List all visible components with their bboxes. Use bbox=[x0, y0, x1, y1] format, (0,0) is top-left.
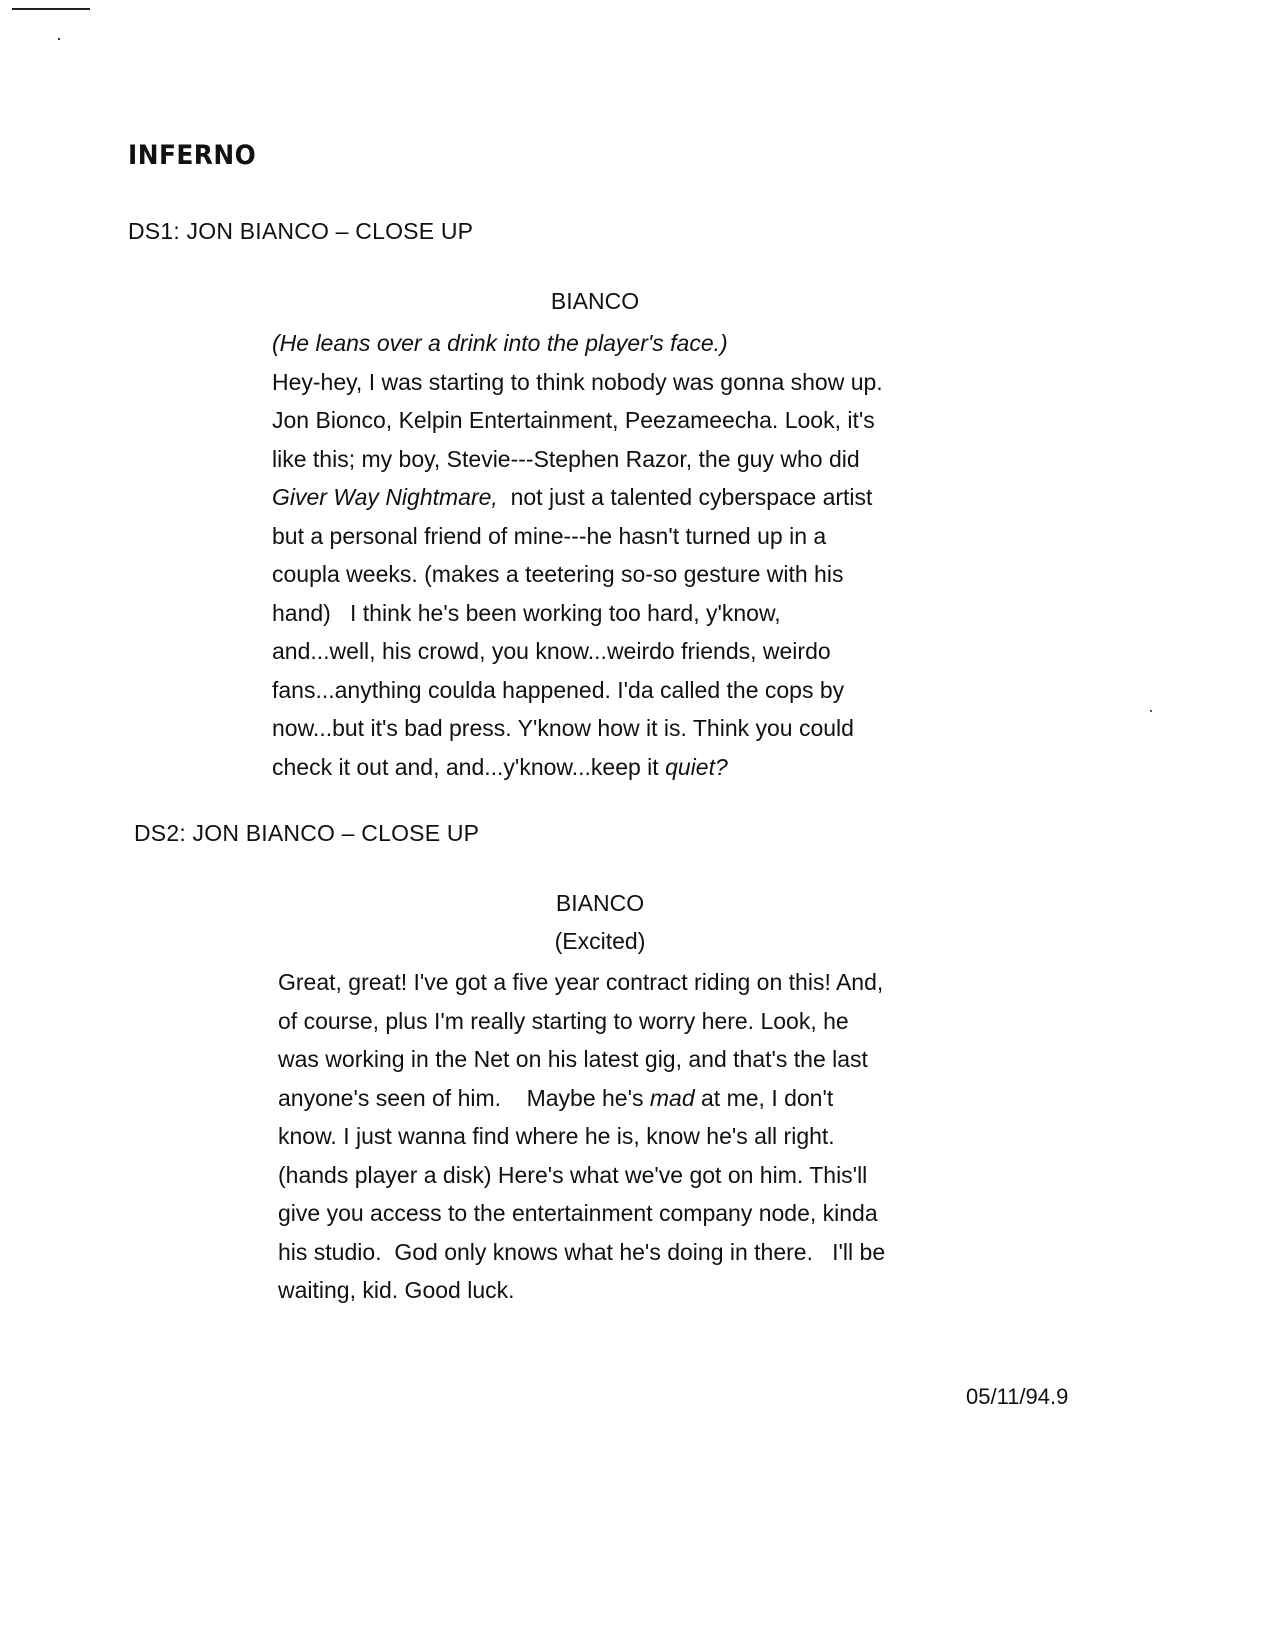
dialogue-block-ds2 bbox=[278, 963, 938, 1310]
dialogue-line bbox=[272, 748, 932, 787]
emphasis-text: quiet? bbox=[665, 753, 728, 780]
dialogue-line: fans...anything coulda happened. I'da called the cops by bbox=[272, 676, 845, 703]
dialogue-line: like this; my boy, Stevie---Stephen Razor, the guy who did bbox=[272, 445, 860, 472]
dialogue-text: anyone's seen of him. Maybe he's bbox=[278, 1084, 650, 1111]
dialogue-line: was working in the Net on his latest gig, and that's the last bbox=[278, 1046, 868, 1072]
emphasis-text: mad bbox=[649, 1084, 695, 1111]
dialogue-line: now...but it's bad press. Y'know how it is. Think you could bbox=[272, 715, 854, 741]
dialogue-line bbox=[278, 1079, 938, 1118]
dialogue-line: coupla weeks. (makes a teetering so-so gesture with his bbox=[272, 561, 844, 587]
dialogue-text: check it out and, and...y'know...keep it bbox=[272, 753, 666, 780]
dialogue-line: his studio. God only knows what he's doing in there. I'll be bbox=[278, 1238, 886, 1265]
speaker-name: BIANCO bbox=[550, 288, 640, 314]
date-stamp: 05/11/94.9 bbox=[966, 1384, 1069, 1409]
parenthetical: (Excited) bbox=[554, 928, 646, 954]
scan-mark-line bbox=[12, 8, 90, 10]
document-title: INFERNO bbox=[128, 140, 257, 171]
scene-heading-ds2: DS2: JON BIANCO – CLOSE UP bbox=[134, 820, 480, 846]
scene-heading-ds1: DS1: JON BIANCO – CLOSE UP bbox=[128, 218, 474, 244]
dialogue-line: but a personal friend of mine---he hasn't turned up in a bbox=[272, 522, 827, 549]
dialogue-line: give you access to the entertainment company node, kinda bbox=[278, 1200, 878, 1226]
scan-dot bbox=[1150, 710, 1152, 712]
dialogue-text: not just a talented cyberspace artist bbox=[497, 484, 873, 510]
dialogue-line: know. I just wanna find where he is, know he's all right. bbox=[278, 1123, 835, 1149]
dialogue-line: Great, great! I've got a five year contract riding on this! And, bbox=[278, 969, 884, 995]
dialogue-block-ds1 bbox=[272, 324, 932, 786]
dialogue-line: Jon Bionco, Kelpin Entertainment, Peezameecha. Look, it's bbox=[272, 407, 875, 433]
dialogue-line: (hands player a disk) Here's what we've got on him. This'll bbox=[278, 1161, 868, 1188]
scan-dot bbox=[58, 38, 60, 40]
dialogue-text: at me, I don't bbox=[694, 1084, 834, 1111]
dialogue-line: hand) I think he's been working too hard, y'know, bbox=[272, 599, 781, 626]
dialogue-line bbox=[272, 478, 932, 517]
dialogue-line: waiting, kid. Good luck. bbox=[278, 1277, 515, 1303]
dialogue-line: and...well, his crowd, you know...weirdo friends, weirdo bbox=[272, 638, 831, 664]
speaker-name: BIANCO bbox=[555, 890, 645, 916]
dialogue-line: Hey-hey, I was starting to think nobody was gonna show up. bbox=[272, 368, 883, 395]
dialogue-line: of course, plus I'm really starting to worry here. Look, he bbox=[278, 1007, 849, 1034]
work-title: Giver Way Nightmare, bbox=[272, 484, 498, 510]
stage-direction: (He leans over a drink into the player's face.) bbox=[272, 330, 728, 356]
